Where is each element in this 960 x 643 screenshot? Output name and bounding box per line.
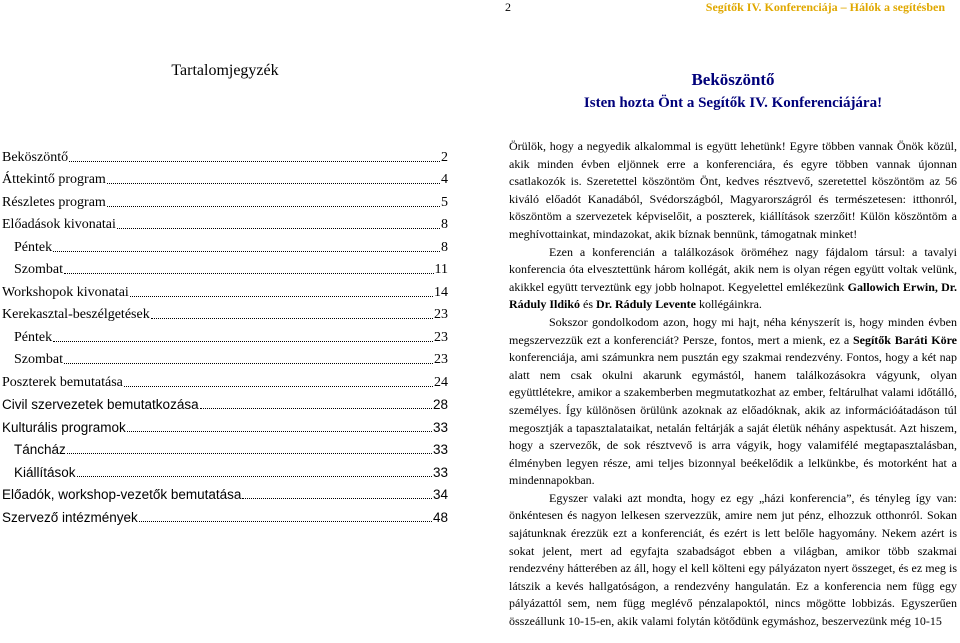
paragraph-text: és xyxy=(580,297,597,312)
toc-dot-leader xyxy=(69,161,440,162)
toc-dot-leader xyxy=(127,431,432,432)
toc-entry-title: Workshopok kivonatai xyxy=(2,284,129,300)
toc-entry[interactable] xyxy=(0,458,448,481)
paragraph-text: Sokszor gondolkodom azon, hogy mi hajt, néha kényszerít is, hogy minden évben megszervezzük ezt a konferenciát? Persze, fontos, mert a mienk, ez a xyxy=(509,314,957,347)
toc-dot-leader xyxy=(139,521,432,522)
toc-dot-leader xyxy=(107,206,440,207)
toc-dot-leader xyxy=(130,296,433,297)
toc-entry-title: Civil szervezetek bemutatkozása xyxy=(2,397,199,412)
toc-entry[interactable] xyxy=(0,211,448,234)
toc-dot-leader xyxy=(53,341,433,342)
toc-entry[interactable] xyxy=(0,301,448,324)
toc-dot-leader xyxy=(200,408,432,409)
toc-entry-title: Poszterek bemutatása xyxy=(2,374,123,390)
welcome-subtitle: Isten hozta Önt a Segítők IV. Konferenciájára! xyxy=(583,95,883,111)
toc-dot-leader xyxy=(151,318,433,319)
toc-entry-title: Szombat xyxy=(14,262,63,277)
toc-entry[interactable] xyxy=(0,166,448,189)
toc-entry-title: Beköszöntő xyxy=(2,149,69,165)
toc-entry-title: Kiállítások xyxy=(14,464,76,480)
toc-entry[interactable] xyxy=(0,346,448,369)
toc-entry[interactable] xyxy=(0,233,448,256)
toc-entry[interactable] xyxy=(0,503,448,526)
toc-entry-page: 23 xyxy=(434,352,448,367)
toc-dot-leader xyxy=(53,251,440,252)
toc-entry[interactable] xyxy=(0,391,448,414)
toc-entry-title: Péntek xyxy=(14,329,53,345)
table-of-contents xyxy=(0,143,448,526)
welcome-paragraph xyxy=(509,244,957,314)
toc-entry-page: 33 xyxy=(432,464,448,480)
toc-entry-page: 24 xyxy=(434,374,448,390)
toc-dot-leader xyxy=(242,498,432,499)
welcome-paragraph xyxy=(509,490,957,631)
toc-entry[interactable] xyxy=(0,368,448,391)
welcome-body xyxy=(509,138,957,631)
toc-entry-title: Kulturális programok xyxy=(2,419,126,435)
toc-entry-page: 34 xyxy=(432,487,448,502)
toc-entry-page: 5 xyxy=(441,194,448,210)
toc-entry[interactable] xyxy=(0,323,448,346)
toc-dot-leader xyxy=(67,453,432,454)
toc-dot-leader xyxy=(124,386,433,387)
bold-text: Gallowich Erwin, Dr. Ráduly Ildikó xyxy=(509,279,957,312)
paragraph-text: Ezen a konferencián a találkozások öröméhez nagy fájdalom társul: a tavalyi konferencia óta elvesztettünk három kollégát, akik nem is olyan régen együtt voltak velünk, akikkel együtt terveztünk egy jobb holnapot. Kegyelettel emlékezünk xyxy=(509,244,957,294)
toc-entry-title: Péntek xyxy=(14,239,53,255)
toc-dot-leader xyxy=(117,228,440,229)
toc-entry-page: 4 xyxy=(441,172,448,187)
toc-entry[interactable] xyxy=(0,188,448,211)
toc-heading: Tartalomjegyzék xyxy=(171,62,279,79)
toc-entry-title: Előadók, workshop-vezetők bemutatása xyxy=(2,487,242,502)
toc-entry[interactable] xyxy=(0,413,448,436)
toc-entry-page: 33 xyxy=(432,419,448,435)
toc-entry-title: Táncház xyxy=(14,442,66,457)
running-header-title: Segítők IV. Konferenciája – Hálók a segítésben xyxy=(705,0,945,14)
toc-entry-page: 23 xyxy=(434,307,448,322)
toc-entry-page: 33 xyxy=(432,442,448,457)
toc-entry[interactable] xyxy=(0,481,448,504)
toc-entry-page: 11 xyxy=(434,262,448,277)
toc-entry-page: 28 xyxy=(432,397,448,412)
toc-entry[interactable] xyxy=(0,256,448,279)
paragraph-text: kollégáinkra. xyxy=(695,297,762,312)
paragraph-text: konferenciája, ami számunkra nem pusztán egy szakmai rendezvény. Fontos, hogy a két nap alatt nem csak okulni akarunk egymástól, hanem találkozásokra vágyunk, olyan együttlétekre, amikor a szakemberben megmutatkozhat az ember, feltárulhat valami időtálló, személyes. Így különösen örülünk azoknak az előadóknak, akik az információátadáson túl megosztják a tapasztalataikat, netalán feltárják a saját életük néhány aspektusát. Azt hiszem, hogy a szervezők, de sok résztvevő is arra vágyik, hogy valamifélé megtapasztalásban, élményben legyen része, ami teljes bizonnyal beékelődik a lelkünkbe, és motorként hat a mindennapokban. xyxy=(509,350,957,488)
toc-dot-leader xyxy=(107,183,440,184)
welcome-paragraph xyxy=(509,314,957,490)
toc-entry-page: 8 xyxy=(441,239,448,255)
toc-entry[interactable] xyxy=(0,278,448,301)
toc-dot-leader xyxy=(77,476,432,477)
toc-entry-title: Áttekintő program xyxy=(2,172,106,187)
welcome-title: Beköszöntő xyxy=(691,70,775,89)
toc-entry[interactable] xyxy=(0,143,448,166)
toc-entry-page: 8 xyxy=(441,217,448,232)
toc-entry-title: Kerekasztal-beszélgetések xyxy=(2,307,150,322)
toc-dot-leader xyxy=(64,363,433,364)
toc-entry-title: Részletes program xyxy=(2,194,106,210)
toc-entry-title: Szervező intézmények xyxy=(2,509,138,525)
toc-entry-title: Szombat xyxy=(14,352,63,367)
toc-entry-page: 48 xyxy=(432,509,448,525)
toc-entry-page: 23 xyxy=(434,329,448,345)
toc-entry-page: 2 xyxy=(441,149,448,165)
bold-text: Segítők Baráti Köre xyxy=(852,332,958,347)
toc-dot-leader xyxy=(64,273,434,274)
toc-entry[interactable] xyxy=(0,436,448,459)
paragraph-text: Egyszer valaki azt mondta, hogy ez egy „házi konferencia”, és tényleg így van: önkéntesen és nagyon lelkesen szervezzük, amire nem jut pénz, elhozzuk otthonról. Sokan sajátunknak érezzük ezt a konferenciát, és ezért is lett belőle hagyomány. Nekem azért is sokat jelent, mert ad egyfajta szabadságot ebben a világban, amikor több szakmai rendezvény hátterében az áll, hogy el kell költeni egy pályázaton nyert összeget, és ez meg is látszik a kevés hallgatóságon, a rendezvény hangulatán. Ez a konferencia nem függ egy pályázattól sem, nem függ meglévő pénzalapoktól, nincs mögötte lobbizás. Egyszerűen összeállunk 10-15-en, akik valami folytán kötődünk egymáshoz, beszervezünk még 10-15 xyxy=(509,490,957,629)
welcome-paragraph xyxy=(509,138,957,244)
bold-text: Dr. Ráduly Levente xyxy=(596,297,696,312)
toc-entry-title: Előadások kivonatai xyxy=(2,217,116,232)
page-number: 2 xyxy=(505,0,511,14)
toc-entry-page: 14 xyxy=(434,284,448,300)
paragraph-text: Örülök, hogy a negyedik alkalommal is együtt lehetünk! Egyre többen vannak Önök közül, akik minden évben eljönnek erre a konferenciára, és egyre többen vannak újonnan csatlakozók is. Szeretettel köszöntöm Önt, kedves résztvevő, szeretettel köszöntöm az 56 kiváló előadót Kanadából, Svédországból, Magyarországról és természetesen: itthonról, köszöntöm a szervezetek képviselőit, a poszterek, kiállítások szerzőit! Külön köszöntöm a meghívottainkat, mindazokat, akik bíznak bennünk, támogatnak minket! xyxy=(509,139,957,241)
